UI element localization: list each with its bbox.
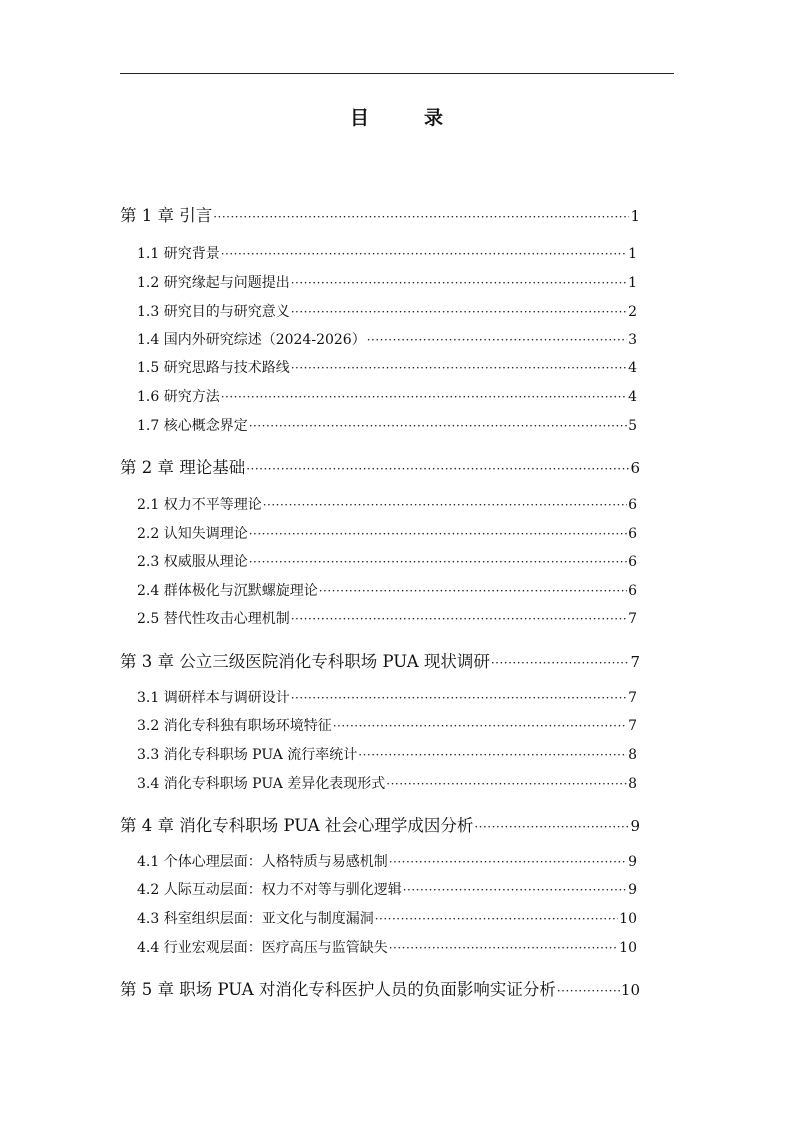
toc-page-number: 6 <box>628 526 637 542</box>
toc-leader-dots <box>375 912 618 926</box>
toc-section-entry[interactable] <box>137 687 637 707</box>
header-rule <box>120 73 674 74</box>
toc-section-entry[interactable] <box>137 301 637 321</box>
toc-entry-label: 3.3 消化专科职场 PUA 流行率统计 <box>137 747 358 763</box>
toc-leader-dots <box>291 305 627 319</box>
toc-leader-dots <box>474 820 629 834</box>
toc-page-number: 4 <box>628 360 637 376</box>
toc-entry-label: 第 1 章 引言 <box>120 206 213 225</box>
toc-page-number: 9 <box>628 882 637 898</box>
toc-leader-dots <box>491 656 630 670</box>
toc-entry-label: 2.2 认知失调理论 <box>137 526 248 542</box>
toc-entry-label: 1.1 研究背景 <box>137 246 220 262</box>
toc-leader-dots <box>291 276 627 290</box>
toc-leader-dots <box>389 941 618 955</box>
toc-page-number: 7 <box>630 653 640 671</box>
toc-entry-label: 3.1 调研样本与调研设计 <box>137 690 290 706</box>
toc-entry-label: 2.5 替代性攻击心理机制 <box>137 611 290 627</box>
toc-section-entry[interactable] <box>137 243 637 263</box>
toc-section-entry[interactable] <box>137 523 637 543</box>
toc-entry-label: 4.3 科室组织层面：亚文化与制度漏洞 <box>137 911 374 927</box>
toc-leader-dots <box>557 984 620 998</box>
toc-leader-dots <box>213 210 629 224</box>
toc-page-number: 8 <box>628 776 637 792</box>
toc-section-entry[interactable] <box>137 551 637 571</box>
toc-leader-dots <box>249 527 627 541</box>
toc-section-entry[interactable] <box>137 415 637 435</box>
toc-page-number: 3 <box>628 332 637 348</box>
toc-page-number: 8 <box>628 747 637 763</box>
toc-leader-dots <box>389 855 627 869</box>
toc-entry-label: 1.4 国内外研究综述（2024-2026） <box>137 332 366 348</box>
toc-section-entry[interactable] <box>137 773 637 793</box>
toc-section-entry[interactable] <box>137 357 637 377</box>
toc-leader-dots <box>221 390 627 404</box>
toc-page-number: 10 <box>619 911 637 927</box>
toc-page-number: 10 <box>619 940 637 956</box>
toc-page-number: 1 <box>628 275 637 291</box>
toc-leader-dots <box>358 748 627 762</box>
page-title: 目 录 <box>349 107 461 129</box>
toc-page-number: 6 <box>630 459 640 477</box>
toc-page-number: 7 <box>628 690 637 706</box>
toc-leader-dots <box>263 498 627 512</box>
toc-chapter-entry[interactable] <box>120 812 640 836</box>
toc-leader-dots <box>319 584 627 598</box>
toc-entry-label: 2.4 群体极化与沉默螺旋理论 <box>137 583 318 599</box>
toc-leader-dots <box>249 419 627 433</box>
toc-page-number: 4 <box>628 389 637 405</box>
toc-section-entry[interactable] <box>137 494 637 514</box>
toc-entry-label: 3.2 消化专科独有职场环境特征 <box>137 718 332 734</box>
toc-entry-label: 第 4 章 消化专科职场 PUA 社会心理学成因分析 <box>120 816 474 835</box>
toc-section-entry[interactable] <box>137 744 637 764</box>
toc-leader-dots <box>386 777 627 791</box>
toc-section-entry[interactable] <box>137 386 637 406</box>
toc-entry-label: 1.3 研究目的与研究意义 <box>137 304 290 320</box>
toc-section-entry[interactable] <box>137 851 637 871</box>
toc-section-entry[interactable] <box>137 580 637 600</box>
toc-entry-label: 4.1 个体心理层面：人格特质与易感机制 <box>137 854 388 870</box>
toc-page-number: 9 <box>628 854 637 870</box>
toc-chapter-entry[interactable] <box>120 202 640 226</box>
toc-leader-dots <box>291 361 627 375</box>
toc-leader-dots <box>291 612 627 626</box>
toc-entry-label: 第 2 章 理论基础 <box>120 458 246 477</box>
toc-page-number: 1 <box>628 246 637 262</box>
toc-entry-label: 4.2 人际互动层面：权力不对等与驯化逻辑 <box>137 882 402 898</box>
toc-section-entry[interactable] <box>137 272 637 292</box>
toc-entry-label: 2.3 权威服从理论 <box>137 554 248 570</box>
toc-section-entry[interactable] <box>137 329 637 349</box>
toc-section-entry[interactable] <box>137 715 637 735</box>
toc-chapter-entry[interactable] <box>120 976 640 1000</box>
toc-page-number: 10 <box>620 981 640 999</box>
toc-leader-dots <box>367 333 627 347</box>
toc-chapter-entry[interactable] <box>120 454 640 478</box>
toc-leader-dots <box>403 883 627 897</box>
toc-page-number: 6 <box>628 554 637 570</box>
toc-page-number: 7 <box>628 718 637 734</box>
toc-page-number: 5 <box>628 418 637 434</box>
toc-leader-dots <box>246 462 629 476</box>
toc-section-entry[interactable] <box>137 937 637 957</box>
toc-page-number: 6 <box>628 497 637 513</box>
toc-entry-label: 2.1 权力不平等理论 <box>137 497 262 513</box>
toc-entry-label: 1.2 研究缘起与问题提出 <box>137 275 290 291</box>
toc-entry-label: 1.5 研究思路与技术路线 <box>137 360 290 376</box>
toc-page-number: 2 <box>628 304 637 320</box>
toc-leader-dots <box>333 719 627 733</box>
toc-chapter-entry[interactable] <box>120 648 640 672</box>
toc-leader-dots <box>291 691 627 705</box>
toc-section-entry[interactable] <box>137 908 637 928</box>
toc-section-entry[interactable] <box>137 879 637 899</box>
toc-entry-label: 3.4 消化专科职场 PUA 差异化表现形式 <box>137 776 386 792</box>
toc-entry-label: 1.6 研究方法 <box>137 389 220 405</box>
toc-leader-dots <box>249 555 627 569</box>
toc-page-number: 1 <box>630 207 640 225</box>
toc-entry-label: 1.7 核心概念界定 <box>137 418 248 434</box>
toc-entry-label: 第 3 章 公立三级医院消化专科职场 PUA 现状调研 <box>120 652 490 671</box>
toc-entry-label: 第 5 章 职场 PUA 对消化专科医护人员的负面影响实证分析 <box>120 980 556 999</box>
toc-page-number: 6 <box>628 583 637 599</box>
toc-leader-dots <box>221 247 627 261</box>
toc-page-number: 9 <box>630 817 640 835</box>
toc-page-number: 7 <box>628 611 637 627</box>
toc-section-entry[interactable] <box>137 608 637 628</box>
toc-entry-label: 4.4 行业宏观层面：医疗高压与监管缺失 <box>137 940 388 956</box>
